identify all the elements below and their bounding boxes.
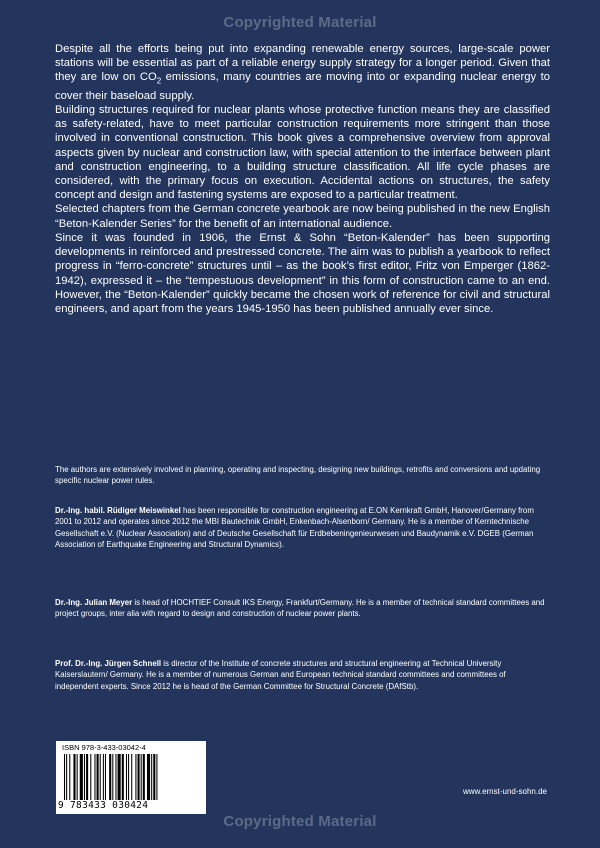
barcode-bar bbox=[118, 754, 121, 800]
blurb-paragraph-4: Since it was founded in 1906, the Ernst & Sohn “Beton-Kalender” has been supporting developments in reinforced and prestressed concrete. The aim was to publish a yearbook to reflect progress in “ferro-concrete” structures until – as the book’s first editor, Fritz von Emperger (1862-1942), expressed it – the “tempestuous development” in this form of construction came to an end. However, the “Beton-Kalender” quickly became the chosen work of reference for civil and structural engineers, and apart from the years 1945-1950 has been published annually ever since. bbox=[55, 231, 550, 315]
publisher-url: www.ernst-und-sohn.de bbox=[462, 787, 547, 796]
author-name: Dr.-Ing. habil. Rüdiger Meiswinkel bbox=[55, 506, 181, 515]
barcode-bar bbox=[80, 754, 83, 800]
blurb-paragraph-2: Building structures required for nuclear plants whose protective function means they are classified as safety-related, have to meet particular construction requirements more stringent than those involved in conventional construction. This book gives a comprehensive overview from approval aspects given by nuclear and construction law, with special attention to the interface between plant and construction engineering, to a building structure classification. All life cycle phases are considered, with the primary focus on execution. Accidental actions on structures, the safety concept and design and fastening systems are exposed to a particular treatment. bbox=[55, 104, 550, 202]
barcode-bar bbox=[141, 754, 142, 800]
isbn-label: ISBN 978-3-433-03042-4 bbox=[62, 743, 146, 752]
barcode-number: 9 783433 030424 bbox=[58, 800, 149, 811]
watermark-bottom: Copyrighted Material bbox=[223, 813, 377, 830]
barcode-bar bbox=[131, 754, 132, 800]
barcode-bar bbox=[151, 754, 152, 800]
barcode-bar bbox=[126, 754, 127, 800]
barcode-bar bbox=[69, 754, 70, 800]
barcode-bar bbox=[90, 754, 91, 800]
barcode bbox=[56, 741, 206, 814]
barcode-bar bbox=[128, 754, 129, 800]
barcode-bar bbox=[66, 754, 67, 800]
barcode-bar bbox=[97, 754, 99, 800]
barcode-bar bbox=[105, 754, 106, 800]
barcode-bar bbox=[115, 754, 116, 800]
authors-intro: The authors are extensively involved in planning, operating and inspecting, designing new buildings, retrofits and conversions and updating specific nuclear power rules. bbox=[55, 465, 541, 486]
blurb-text bbox=[55, 42, 550, 316]
author-name: Prof. Dr.-Ing. Jürgen Schnell bbox=[55, 659, 162, 668]
author-bio-3: Prof. Dr.-Ing. Jürgen Schnell is director of the Institute of concrete structures and structural engineering at Technical University Kaiserslautern/ Germany. He is a member of numerous German and European technical standard committees and committees of independent experts. Since 2012 he is head of the German Committee for Structural Concrete (DAfStb). bbox=[55, 659, 506, 691]
barcode-bar bbox=[100, 754, 101, 800]
barcode-bar bbox=[77, 754, 78, 800]
barcode-bar bbox=[73, 754, 75, 800]
barcode-bar bbox=[135, 754, 136, 800]
barcode-bar bbox=[103, 754, 104, 800]
author-bio-2: Dr.-Ing. Julian Meyer is head of HOCHTIEF Consult IKS Energy, Frankfurt/Germany. He is a member of technical standard committees and project groups, inter alia with regard to design and construction of nuclear power plants. bbox=[55, 598, 545, 619]
blurb-paragraph-3: Selected chapters from the German concrete yearbook are now being published in the new English “Beton-Kalender Series” for the benefit of an international audience. bbox=[55, 203, 550, 230]
barcode-bar bbox=[109, 754, 111, 800]
barcode-bar bbox=[94, 754, 95, 800]
barcode-bar bbox=[84, 754, 85, 800]
barcode-bars bbox=[64, 754, 198, 800]
barcode-bar bbox=[112, 754, 113, 800]
barcode-bar bbox=[147, 754, 150, 800]
author-name: Dr.-Ing. Julian Meyer bbox=[55, 598, 133, 607]
barcode-bar bbox=[143, 754, 145, 800]
author-bio-1: Dr.-Ing. habil. Rüdiger Meiswinkel has been responsible for construction engineering at E.ON Kernkraft GmbH, Hanover/Germany from 2001 to 2012 and operates since 2012 the MBI Bautechnik GmbH, Enkenbach-Alsenborn/ Germany. He is a member of Kerntechnische Gesellschaft e.V. (Nuclear Association) and of Deutsche Gesellschaft für Erdbebeningenieurwesen und Baudynamik e.V. DGEB (German Association of Earthquake Engineering and Structural Dynamics). bbox=[55, 506, 534, 550]
watermark-top: Copyrighted Material bbox=[223, 14, 377, 31]
barcode-bar bbox=[153, 754, 155, 800]
barcode-bar bbox=[156, 754, 157, 800]
blurb-paragraph-1: Despite all the efforts being put into expanding renewable energy sources, large-scale power stations will be essential as part of a reliable energy supply strategy for a longer period. Given that they are low on $CO_2$ emissions, many countries are moving into or expanding nuclear energy to cover their baseload supply. bbox=[55, 43, 551, 102]
barcode-bar bbox=[64, 754, 65, 800]
barcode-bar bbox=[86, 754, 88, 800]
barcode-bar bbox=[138, 754, 140, 800]
barcode-bar bbox=[122, 754, 124, 800]
